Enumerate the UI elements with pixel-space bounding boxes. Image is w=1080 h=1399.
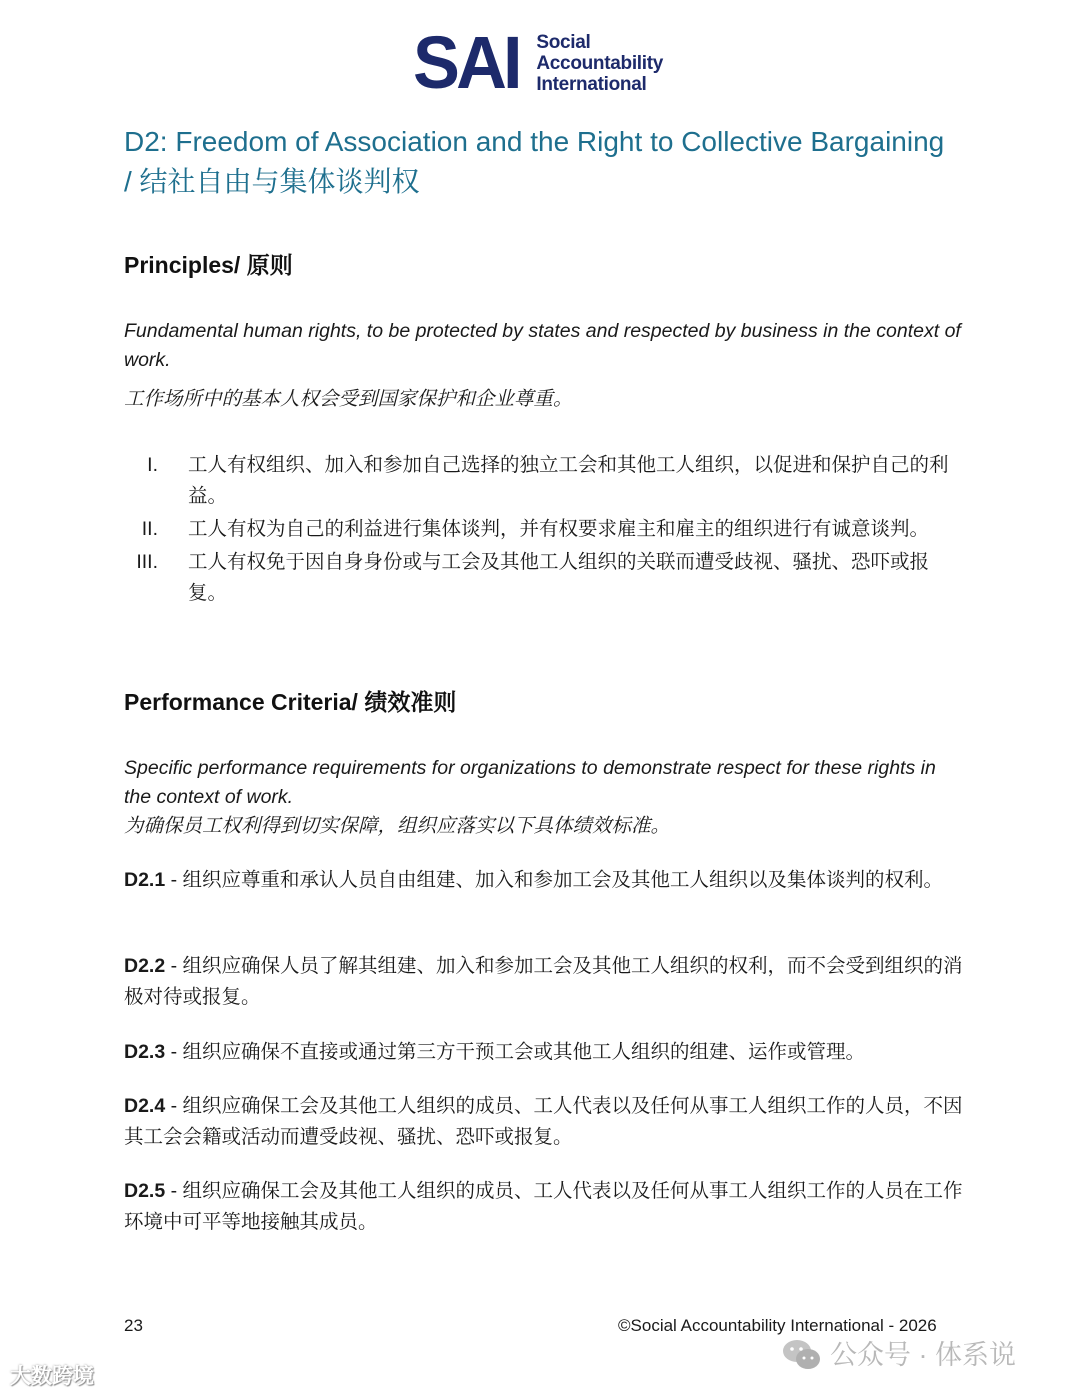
criterion-d2-2: [124, 951, 964, 1013]
criterion-d2-1: [124, 865, 964, 896]
page-title: [124, 122, 964, 202]
principles-heading: Principles/ 原则: [124, 252, 293, 278]
watermark-left-text: 大数跨境: [10, 1365, 94, 1388]
criterion-code: D2.2: [124, 955, 166, 977]
list-item-text: 工人有权为自己的利益进行集体谈判，并有权要求雇主和雇主的组织进行有诚意谈判。: [188, 518, 930, 540]
sai-logo: [413, 21, 664, 104]
logo-wordmark: [536, 32, 663, 95]
criterion-text: - 组织应确保人员了解其组建、加入和参加工会及其他工人组织的权利，而不会受到组织的消极对待或报复。: [124, 955, 963, 1008]
performance-heading: Performance Criteria/ 绩效准则: [124, 689, 457, 715]
principles-intro-en: Fundamental human rights, to be protected by states and respected by business in the context of work.: [124, 320, 961, 371]
watermark-right-text: 公众号 · 体系说: [830, 1340, 1016, 1370]
principles-intro-zh: 工作场所中的基本人权会受到国家保护和企业尊重。: [124, 388, 573, 410]
watermark-left: [10, 1363, 94, 1391]
list-item-text: 工人有权免于因自身身份或与工会及其他工人组织的关联而遭受歧视、骚扰、恐吓或报复。: [188, 551, 930, 604]
criterion-d2-5: [124, 1176, 964, 1238]
criterion-d2-3: [124, 1037, 964, 1068]
principles-intro: [124, 317, 964, 414]
criterion-text: - 组织应确保工会及其他工人组织的成员、工人代表以及任何从事工人组织工作的人员在工作环境中可平等地接触其成员。: [124, 1180, 963, 1233]
wechat-icon: [782, 1338, 822, 1372]
criterion-code: D2.3: [124, 1041, 166, 1063]
criterion-code: D2.1: [124, 869, 166, 891]
footer-copyright: ©Social Accountability International - 2026: [618, 1316, 937, 1335]
criterion-text: - 组织应尊重和承认人员自由组建、加入和参加工会及其他工人组织以及集体谈判的权利。: [165, 869, 944, 891]
performance-intro-zh: 为确保员工权利得到切实保障，组织应落实以下具体绩效标准。: [124, 815, 671, 837]
page-number: 23: [124, 1316, 143, 1335]
criterion-code: D2.5: [124, 1180, 166, 1202]
logo-mark: SAI: [413, 21, 519, 104]
list-item-number: III.: [136, 551, 158, 573]
list-item-number: I.: [147, 454, 158, 476]
logo-word-3: International: [536, 73, 647, 95]
criterion-d2-4: [124, 1091, 964, 1153]
performance-intro: [124, 754, 964, 841]
list-item: [124, 450, 964, 512]
page-title-zh: / 结社自由与集体谈判权: [124, 166, 420, 197]
list-item: [124, 547, 964, 609]
page-title-en: D2: Freedom of Association and the Right to Collective Bargaining: [124, 126, 945, 157]
criterion-code: D2.4: [124, 1095, 166, 1117]
list-item-number: II.: [141, 518, 158, 540]
principles-list: [124, 450, 964, 611]
list-item-text: 工人有权组织、加入和参加自己选择的独立工会和其他工人组织，以促进和保护自己的利益。: [188, 454, 949, 507]
criterion-text: - 组织应确保工会及其他工人组织的成员、工人代表以及任何从事工人组织工作的人员，不因其工会会籍或活动而遭受歧视、骚扰、恐吓或报复。: [124, 1095, 963, 1148]
criterion-text: - 组织应确保不直接或通过第三方干预工会或其他工人组织的组建、运作或管理。: [165, 1041, 866, 1063]
performance-intro-en: Specific performance requirements for organizations to demonstrate respect for these rights in the context of work.: [124, 757, 936, 808]
logo-word-2: Accountability: [536, 52, 664, 74]
logo-word-1: Social: [536, 31, 591, 53]
watermark-right: [782, 1337, 1016, 1373]
list-item: [124, 514, 964, 545]
